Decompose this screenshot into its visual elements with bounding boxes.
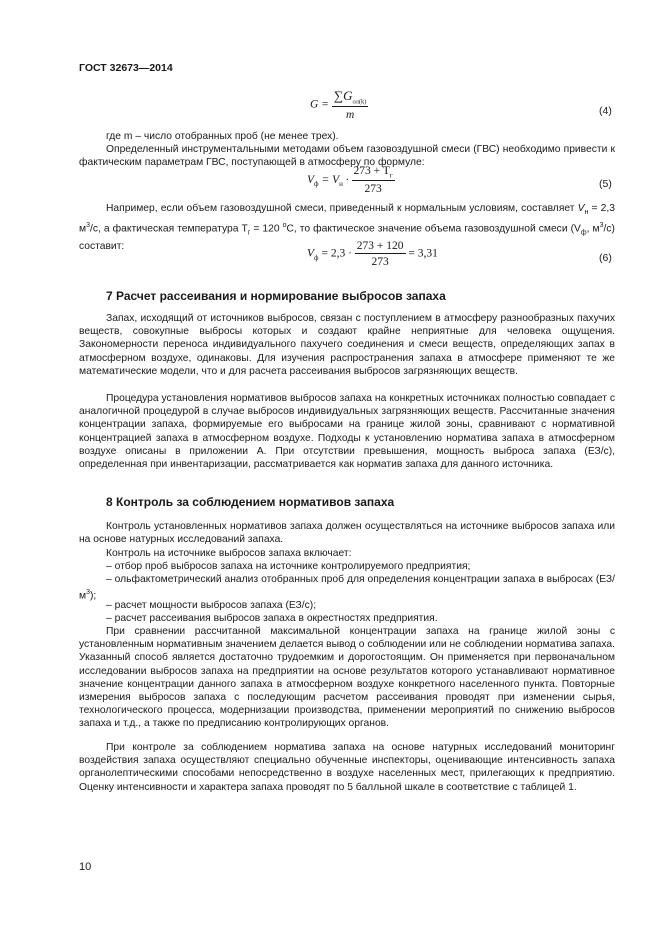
eq5-lhs: V (307, 173, 315, 186)
eq5-numerator (352, 165, 395, 181)
equation-6 (307, 240, 438, 268)
section-8-heading: 8 Контроль за соблюдением нормативов запаха (106, 495, 395, 509)
section-8-list-item-3: – расчет мощности выбросов запаха (ЕЗ/с); (106, 600, 317, 611)
eq4-numerator (332, 88, 369, 107)
section-7-heading: 7 Расчет рассеивания и нормирование выбросов запаха (106, 289, 446, 303)
para-where-m: где m – число отобранных проб (не менее трех). (106, 131, 339, 142)
example-text-a: Например, если объем газовоздушной смеси, приведенный к нормальным условиям, составляет (106, 203, 575, 214)
section-7-para-1: Запах, исходящий от источников выбросов, связан с поступлением в атмосферу разнообразных пахучих веществ, совокупные выбросы которых и создают крайне неприятные для человека ощущения. Закономерности переноса индивидуального пахучего соединения и смеси веществ, определяющих запах в атмосферном воздухе, одинаковы. Для изучения распространения запаха в атмосфере применяют те же математические модели, что и для расчета рассеивания выбросов загрязняющих веществ. (79, 313, 615, 377)
example-text-b: V (577, 203, 585, 214)
eq4-fraction (332, 88, 369, 121)
eq5-number: (5) (599, 178, 612, 190)
example-text-e: 3 (86, 222, 90, 230)
eq6-fraction (355, 240, 406, 268)
eq6-lhs-sub: ф (314, 253, 319, 262)
eq6-lhs: V (307, 247, 315, 260)
eq5-mid: = V (321, 173, 340, 186)
example-text-i: о (282, 222, 287, 230)
eq4-number: (4) (599, 105, 612, 117)
page-number: 10 (79, 861, 92, 873)
equation-5: $V_ф = V_н$ · $\frac{273 + T_г}{273}$ (307, 165, 393, 196)
eq5-mid-sub: н (339, 180, 343, 189)
eq5-num-text: 273 + T (353, 165, 390, 177)
eq6-mid: = 2,3 · (321, 247, 352, 260)
eq4-denominator: m (346, 109, 355, 122)
para-instrumental: Определенный инструментальными методами объем газовоздушной смеси (ГВС) необходимо привести к фактическим параметрам ГВС, поступающей в атмосферу по формуле: (79, 144, 615, 169)
list-item-2-text: – ольфактометрический анализ отобранных проб для определения концентрации запаха в выбросах (ЕЗ/м (79, 574, 615, 602)
section-8-para-1: Контроль установленных нормативов запаха должен осуществляться на источнике выбросов запаха или на основе натурных исследований запаха. (79, 521, 615, 546)
section-8-para-4: При контроле за соблюдением норматива запаха на основе натурных исследований мониторинг воздействия запаха осуществляют специально обученные инспекторы, оценивающие интенсивность запаха органолептическими способами непосредственно в воздухе населенных мест, прилегающих к предприятию. Оценку интенсивности и характера запаха проводят по 5 балльной шкале в соответствие с таблицей 1. (79, 742, 615, 793)
example-text-h: = 120 (250, 223, 283, 235)
example-text-n: /с) составит: (79, 223, 615, 252)
list-item-2-sup: 3 (86, 589, 90, 597)
example-text-f: /с, а фактическая температура T (90, 223, 248, 235)
eq5-denominator: 273 (364, 183, 382, 196)
example-text-d: = 2,3 м (79, 203, 615, 235)
example-text-j: С, то фактическое значение объема газовоздушной смеси (V (286, 223, 581, 235)
document-header: ГОСТ 32673—2014 (79, 62, 173, 74)
section-8-list-item-4: – расчет рассеивания выбросов запаха в окрестностях предприятия. (106, 613, 438, 624)
eq4-lhs: G = (310, 98, 329, 111)
section-8-list-item-1: – отбор проб выбросов запаха на источнике контролируемого предприятия; (106, 561, 471, 572)
section-8-para-2: Контроль на источнике выбросов запаха включает: (106, 548, 352, 559)
example-text-g: г (247, 229, 251, 237)
list-item-2-tail: ); (90, 590, 97, 602)
eq6-rhs: = 3,31 (408, 247, 438, 260)
eq6-numerator: 273 + 120 (356, 240, 404, 252)
eq6-number: (6) (599, 252, 612, 264)
example-text-l: , м (586, 223, 600, 235)
eq4-sum-sub: ол(k) (352, 98, 367, 106)
eq6-denominator: 273 (371, 256, 389, 268)
equation-4 (310, 88, 368, 121)
eq5-fraction (352, 165, 395, 195)
section-7-para-2: Процедура установления нормативов выбросов запаха на конкретных источниках полностью совпадает с аналогичной процедурой в случае выбросов индивидуальных загрязняющих веществ. Рассчитанные значения концентрации запаха, формируемые его выбросами на границе жилой зоны, сравнивают с нормативной концентрацией запаха в атмосферном воздухе. Подходы к установлению норматива запаха в атмосферном воздухе описаны в приложении А. При отсутствии превышения, мощность выброса запаха (ЕЗ/с), определенная при инвентаризации, рассматривается как норматив запаха для данного источника. (79, 393, 615, 471)
example-text-k: ф (580, 229, 587, 237)
section-8-para-3: При сравнении рассчитанной максимальной концентрации запаха на границе жилой зоны с установленным нормативным значением делается вывод о соблюдении или не соблюдении норматива запаха. Указанный способ является достаточно трудоемким и дорогостоящим. Он применяется при первоначальном исследовании выбросов запаха на предприятии на основе результатов которого устанавливают нормативное значение концентрации данного запаха в атмосферном воздухе конкретного населенного пункта. Повторные измерения выбросов запаха с последующим расчетом рассеивания проводят при изменении сырья, технологического процесса, модернизации производства, применении мероприятий по снижению выбросов запаха и т.д., а также по предписанию контролирующих органов. (79, 626, 615, 730)
eq5-num-sub: г (389, 171, 393, 180)
example-text-m: 3 (599, 222, 604, 230)
example-text-c: н (584, 209, 589, 217)
eq4-sum: ∑G (333, 88, 353, 103)
eq5-lhs-sub: ф (314, 180, 319, 189)
